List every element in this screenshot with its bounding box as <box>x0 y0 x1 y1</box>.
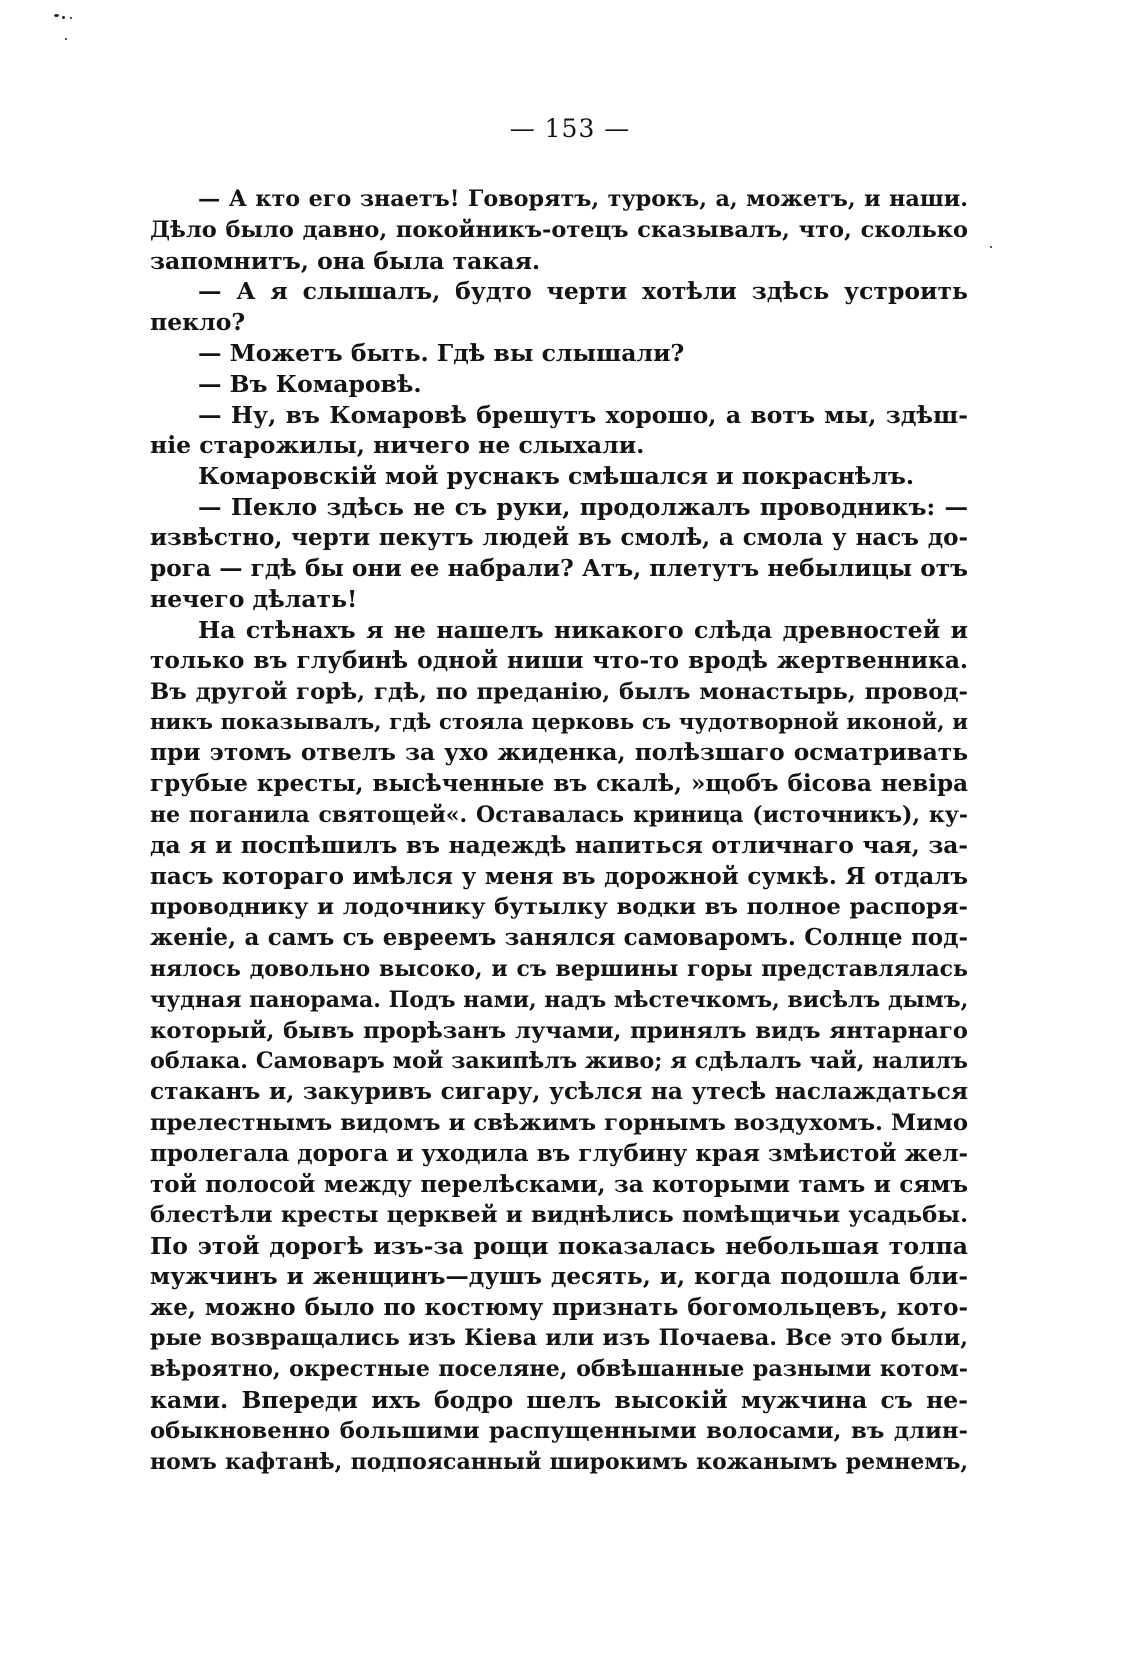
text-line: облака. Самоваръ мой закипѣлъ живо; я сдѣлалъ чай, налилъ <box>150 1048 968 1075</box>
text-line: при этомъ отвелъ за ухо жиденка, полѣзшаго осматривать <box>150 739 968 767</box>
text-line: никъ показывалъ, гдѣ стояла церковь съ чудотворной иконой, и <box>150 709 968 735</box>
text-line: — А кто его знаетъ! Говорятъ, турокъ, а, можетъ, и наши. <box>198 186 968 212</box>
text-line: пасъ котораго имѣлся у меня въ дорожной сумкѣ. Я отдалъ <box>150 862 968 890</box>
text-line: ками. Впереди ихъ бодро шелъ высокій мужчина съ не- <box>150 1386 968 1415</box>
text-line: Въ другой горѣ, гдѣ, по преданію, былъ монастырь, провод- <box>150 678 968 705</box>
text-line: извѣстно, черти пекутъ людей въ смолѣ, а смола у насъ до- <box>150 523 968 551</box>
text-line: той полосой между перелѣсками, за которыми тамъ и сямъ <box>150 1170 968 1198</box>
text-line: — А я слышалъ, будто черти хотѣли здѣсь устроить <box>198 277 968 306</box>
text-line: По этой дорогѣ изъ-за рощи показалась небольшая толпа <box>150 1232 968 1261</box>
text-line: рые возвращались изъ Кіева или изъ Почаева. Все это были, <box>150 1325 968 1352</box>
text-line: Дѣло было давно, покойникъ-отецъ сказывалъ, что, сколько <box>150 216 968 243</box>
text-line: стаканъ и, закуривъ сигару, усѣлся на утесѣ наслаждаться <box>150 1078 968 1106</box>
text-line: пролегала дорога и уходила въ глубину края змѣистой жел- <box>150 1139 968 1167</box>
scan-speck <box>65 38 67 40</box>
text-line: который, бывъ прорѣзанъ лучами, принялъ видъ янтарнаго <box>150 1017 968 1044</box>
text-line: же, можно было по костюму признать богомольцевъ, кото- <box>150 1293 968 1321</box>
text-line: На стѣнахъ я не нашелъ никакого слѣда древностей и <box>198 616 968 645</box>
text-line: — Ну, въ Комаровѣ брешутъ хорошо, а вотъ мы, здѣш- <box>198 400 968 429</box>
text-line: грубые кресты, высѣченные въ скалѣ, »щобъ бісова невіра <box>150 770 968 798</box>
text-line: — Пекло здѣсь не съ руки, продолжалъ проводникъ: — <box>198 492 968 521</box>
scan-speck <box>990 246 992 248</box>
text-line: женіе, а самъ съ евреемъ занялся самоваромъ. Солнце под- <box>150 924 968 952</box>
text-line: запомнитъ, она была такая. <box>150 246 541 275</box>
text-line: чудная панорама. Подъ нами, надъ мѣстечкомъ, висѣлъ дымъ, <box>150 986 968 1013</box>
text-line: прелестнымъ видомъ и свѣжимъ горнымъ воздухомъ. Мимо <box>150 1109 968 1136</box>
page-body <box>150 184 968 1477</box>
text-line: нечего дѣлать! <box>150 585 358 614</box>
text-line: да я и поспѣшилъ въ надеждѣ напиться отличнаго чая, за- <box>150 831 968 859</box>
page-number: — 153 — <box>509 114 631 143</box>
text-line: номъ кафтанѣ, подпоясанный широкимъ кожанымъ ремнемъ, <box>150 1448 968 1475</box>
text-line: — Можетъ быть. Гдѣ вы слышали? <box>198 338 685 367</box>
text-line: блестѣли кресты церквей и виднѣлись помѣщичьи усадьбы. <box>150 1202 968 1229</box>
text-line: нялось довольно высоко, и съ вершины горы представлялась <box>150 955 968 982</box>
text-line: мужчинъ и женщинъ—душъ десять, и, когда подошла бли- <box>150 1262 968 1290</box>
text-line: пекло? <box>150 308 246 337</box>
text-line: рога — гдѣ бы они ее набрали? Атъ, плетутъ небылицы отъ <box>150 554 968 582</box>
text-line: проводнику и лодочнику бутылку водки въ полное распоря- <box>150 894 968 921</box>
scan-speck <box>62 16 65 19</box>
text-line: вѣроятно, окрестные поселяне, обвѣшанные разными котом- <box>150 1356 968 1383</box>
text-line: только въ глубинѣ одной ниши что-то вродѣ жертвенника. <box>150 646 968 674</box>
text-line: — Въ Комаровѣ. <box>198 369 422 398</box>
scan-speck <box>54 14 59 17</box>
text-line: не поганила святощей«. Оставалась криница (источникъ), ку- <box>150 801 968 828</box>
scan-speck <box>70 17 72 19</box>
text-line: Комаровскій мой руснакъ смѣшался и покраснѣлъ. <box>198 462 915 491</box>
text-line: обыкновенно большими распущенными волосами, въ длин- <box>150 1417 968 1444</box>
text-line: ніе старожилы, ничего не слыхали. <box>150 431 645 460</box>
